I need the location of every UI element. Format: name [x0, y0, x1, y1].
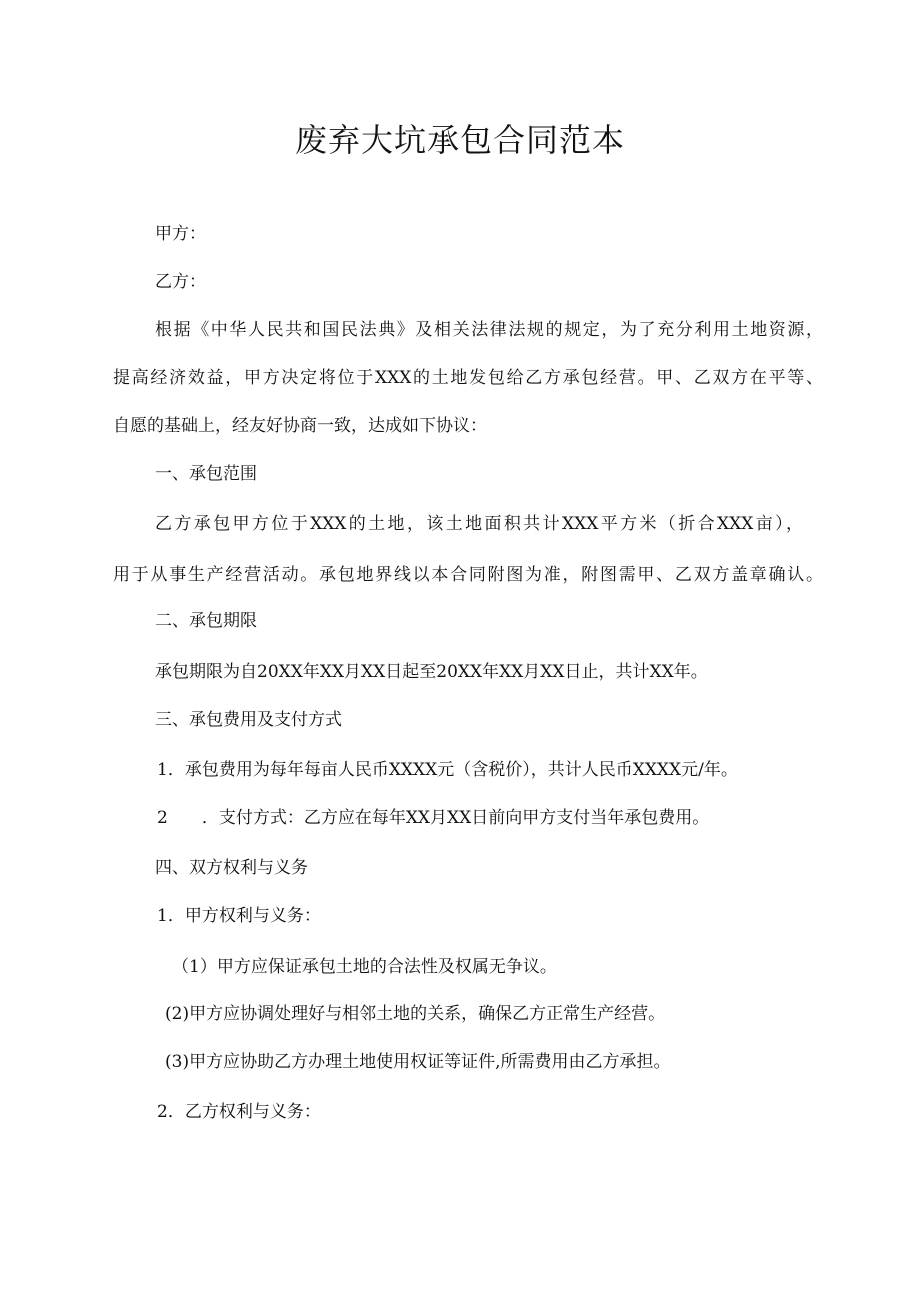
rights-party-a-item-2: (2)甲方应协调处理好与相邻土地的关系，确保乙方正常生产经营。 — [165, 1004, 666, 1024]
rights-party-a-item-1: （1）甲方应保证承包土地的合法性及权属无争议。 — [172, 957, 557, 977]
section-heading-scope: 一、承包范围 — [155, 464, 257, 484]
section-heading-rights: 四、双方权利与义务 — [155, 858, 308, 878]
section-heading-term: 二、承包期限 — [155, 611, 257, 631]
rights-party-a-item-3: (3)甲方应协助乙方办理土地使用权证等证件,所需费用由乙方承担。 — [165, 1052, 671, 1072]
term-line: 承包期限为自20XX年XX月XX日起至20XX年XX月XX日止，共计XX年。 — [155, 662, 708, 682]
preamble-line-1: 根据《中华人民共和国民法典》及相关法律法规的规定，为了充分利用土地资源， — [155, 320, 823, 340]
fees-item-1: 1．承包费用为每年每亩人民币XXXX元（含税价），共计人民币XXXX元/年。 — [157, 760, 738, 780]
rights-party-b-heading: 2．乙方权利与义务： — [157, 1102, 321, 1122]
fees-item-2: 2 ．支付方式：乙方应在每年XX月XX日前向甲方支付当年承包费用。 — [157, 808, 710, 828]
preamble-line-3: 自愿的基础上，经友好协商一致，达成如下协议： — [113, 416, 487, 436]
scope-line-1: 乙方承包甲方位于XXX的土地，该土地面积共计XXX平方米（折合XXX亩）， — [155, 514, 803, 534]
party-b-line: 乙方： — [155, 272, 206, 292]
preamble-line-2: 提高经济效益，甲方决定将位于XXX的土地发包给乙方承包经营。甲、乙双方在平等、 — [113, 368, 823, 388]
scope-line-2: 用于从事生产经营活动。承包地界线以本合同附图为准，附图需甲、乙双方盖章确认。 — [113, 565, 823, 585]
section-heading-fees: 三、承包费用及支付方式 — [155, 710, 342, 730]
rights-party-a-heading: 1．甲方权利与义务： — [157, 906, 321, 926]
party-a-line: 甲方： — [155, 224, 206, 244]
document-title: 废弃大坑承包合同范本 — [294, 121, 625, 159]
